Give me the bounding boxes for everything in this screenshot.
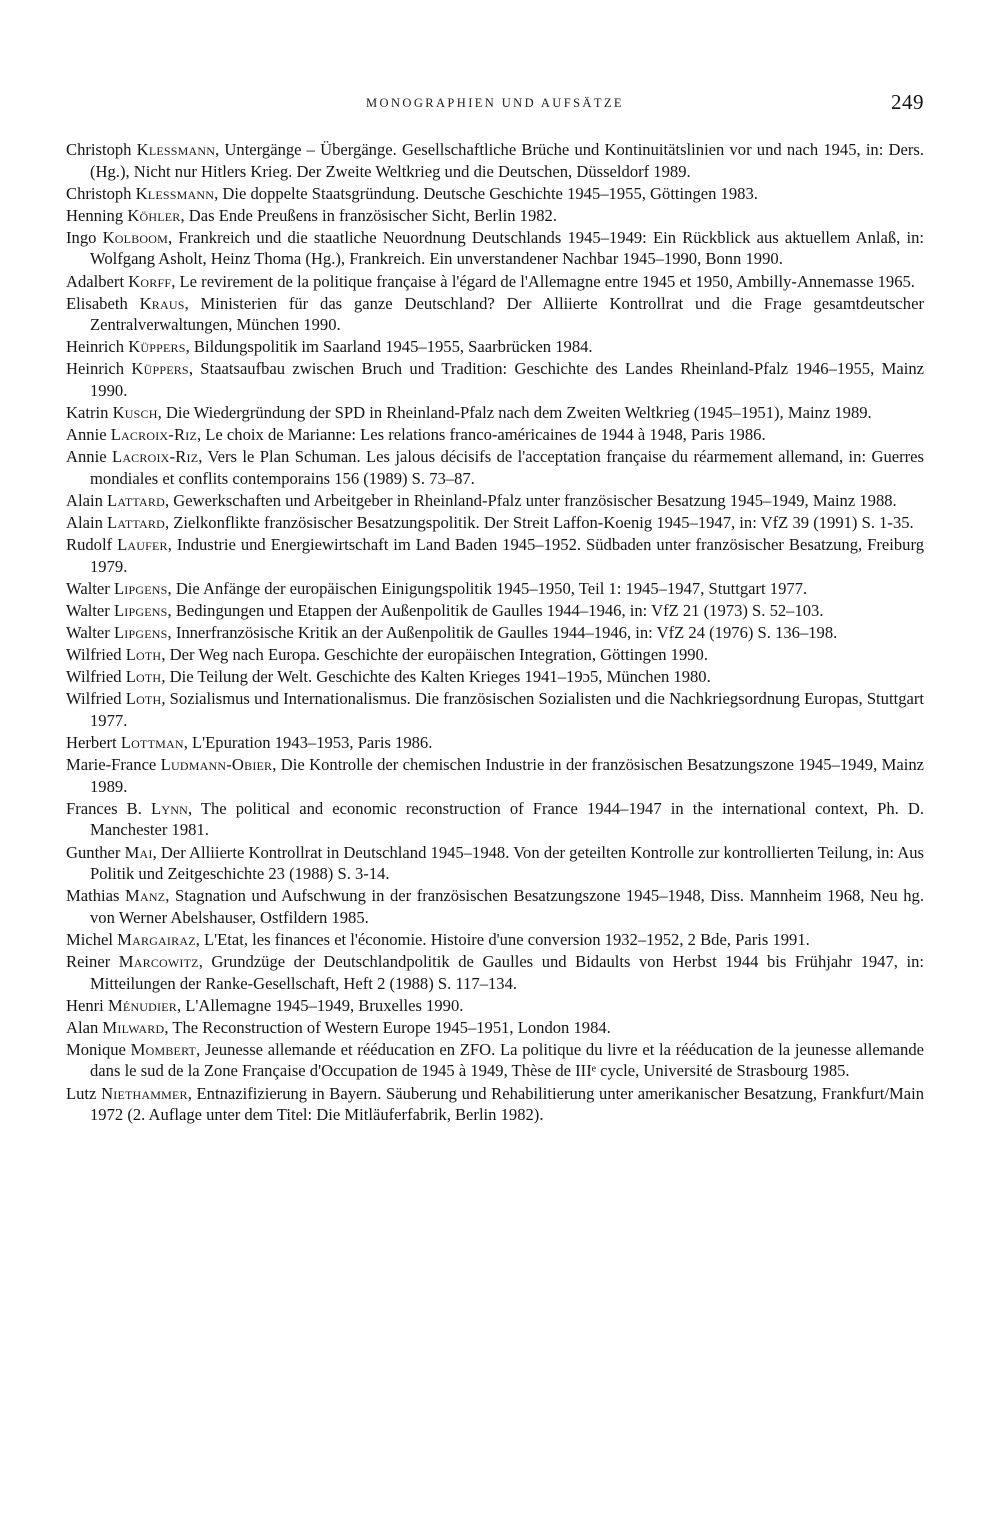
author-surname: Köhler: [127, 205, 181, 225]
bibliography-entry: [66, 666, 924, 688]
citation-text: , Le revirement de la politique française à l'égard de l'Allemagne entre 1945 et 1950, Ambilly-Annemasse 1965.: [171, 271, 915, 291]
author-first-name: Annie: [66, 447, 107, 467]
bibliography-entry: [66, 534, 924, 577]
author-first-name: Henri: [66, 995, 104, 1015]
bibliography-entry: [66, 293, 924, 336]
citation-text: , L'Allemagne 1945–1949, Bruxelles 1990.: [176, 995, 464, 1015]
citation-text: , Frankreich und die staatliche Neuordnung Deutschlands 1945–1949: Ein Rückblick aus aktuellem Anlaß, in: Wolfgang Asholt, Heinz Thoma (Hg.), Frankreich. Ein unverstandener Nachbar 1945–1990, Bonn 1990.: [90, 227, 924, 269]
author-surname: Lacroix-Riz: [111, 447, 199, 467]
author-surname: Lottman: [120, 733, 184, 753]
bibliography-entry: [66, 622, 924, 644]
author-first-name: Wilfried: [66, 667, 122, 687]
author-first-name: Annie: [66, 425, 107, 445]
bibliography-entry: [66, 402, 924, 424]
citation-text: , Stagnation und Aufschwung in der französischen Besatzungszone 1945–1948, Diss. Mannheim 1968, Neu hg. von Werner Abelshauser, Ostfildern 1985.: [90, 886, 924, 927]
author-surname: Kolboom: [102, 227, 168, 247]
author-first-name: Gunther: [66, 842, 121, 862]
author-first-name: Michel: [66, 929, 114, 949]
bibliography-entry: [66, 842, 924, 885]
author-surname: Laufer: [117, 535, 168, 555]
citation-text: , Der Alliierte Kontrollrat in Deutschland 1945–1948. Von der geteilten Kontrolle zur kontrollierten Teilung, in: Aus Politik und Zeitgeschichte 23 (1988) S. 3-14.: [90, 842, 924, 884]
bibliography-entry: [66, 139, 924, 182]
bibliography-entry: [66, 183, 924, 205]
bibliography-entry: [66, 446, 924, 489]
citation-text: , Innerfranzösische Kritik an der Außenpolitik de Gaulles 1944–1946, in: VfZ 24 (1976) S. 136–198.: [167, 623, 838, 643]
citation-text: , Bildungspolitik im Saarland 1945–1955, Saarbrücken 1984.: [185, 337, 593, 357]
author-first-name: Reiner: [66, 951, 111, 971]
author-surname: Mombert: [130, 1039, 197, 1059]
citation-text: , The Reconstruction of Western Europe 1945–1951, London 1984.: [164, 1017, 611, 1037]
citation-text: , Ministerien für das ganze Deutschland? Der Alliierte Kontrollrat und die Frage gesamtdeutscher Zentralverwaltungen, München 1990.: [90, 293, 924, 335]
author-first-name: Katrin: [66, 403, 109, 423]
author-surname: Loth: [125, 667, 162, 687]
author-surname: Lipgens: [113, 600, 168, 620]
bibliography-entry: [66, 512, 924, 534]
running-title: MONOGRAPHIEN UND AUFSÄTZE: [366, 96, 624, 110]
citation-text: , L'Etat, les finances et l'économie. Histoire d'une conversion 1932–1952, 2 Bde, Paris 1991.: [195, 929, 810, 949]
author-first-name: Heinrich: [66, 359, 125, 379]
citation-text: , Jeunesse allemande et rééducation en ZFO. La politique du livre et la rééducation de la jeunesse allemande dans le sud de la Zone Française d'Occupation de 1945 à 1949, Thèse de IIIᵉ cycle, Université de Strasbourg 1985.: [90, 1039, 924, 1081]
bibliography-entry: [66, 490, 924, 512]
citation-text: , The political and economic reconstruction of France 1944–1947 in the international context, Ph. D. Manchester 1981.: [90, 798, 924, 840]
author-first-name: Wilfried: [66, 645, 122, 665]
citation-text: , Sozialismus und Internationalismus. Die französischen Sozialisten und die Nachkriegsordnung Europas, Stuttgart 1977.: [90, 689, 924, 730]
citation-text: , Entnazifizierung in Bayern. Säuberung und Rehabilitierung unter amerikanischer Besatzung, Frankfurt/Main 1972 (2. Auflage unter dem Titel: Die Mitläuferfabrik, Berlin 1982).: [90, 1083, 924, 1125]
bibliography-entry: [66, 995, 924, 1017]
author-surname: Lattard: [107, 491, 165, 510]
author-surname: Kusch: [112, 403, 158, 423]
bibliography-entry: [66, 951, 924, 994]
citation-text: , Staatsaufbau zwischen Bruch und Tradition: Geschichte des Landes Rheinland-Pfalz 1946–1955, Mainz 1990.: [90, 359, 924, 401]
bibliography-entry: [66, 600, 924, 622]
citation-text: , Zielkonflikte französischer Besatzungspolitik. Der Streit Laffon-Koenig 1945–1947, in: VfZ 39 (1991) S. 1-35.: [164, 513, 914, 533]
bibliography-entry: [66, 1083, 924, 1126]
bibliography-entry: [66, 885, 924, 928]
author-first-name: Christoph: [66, 183, 132, 203]
page-number: 249: [891, 90, 924, 114]
citation-text: , Der Weg nach Europa. Geschichte der europäischen Integration, Göttingen 1990.: [161, 645, 708, 665]
citation-text: , Untergänge – Übergänge. Gesellschaftliche Brüche und Kontinuitätslinien vor und nach 1945, in: Ders. (Hg.), Nicht nur Hitlers Krieg. Der Zweite Weltkrieg und die Deutschen, Düsseldorf 1989.: [90, 140, 924, 181]
author-surname: Lacroix-Riz: [110, 425, 197, 445]
author-first-name: Monique: [66, 1039, 126, 1059]
author-surname: Ménudier: [107, 995, 177, 1015]
author-surname: Küppers: [131, 359, 189, 379]
bibliography-entry: [66, 929, 924, 951]
author-first-name: Marie-France: [66, 755, 157, 775]
citation-text: , Bedingungen und Etappen der Außenpolitik de Gaulles 1944–1946, in: VfZ 21 (1973) S. 52–103.: [167, 600, 824, 620]
bibliography-entry: [66, 732, 924, 754]
author-surname: Margairaz: [117, 929, 196, 949]
citation-text: , Die doppelte Staatsgründung. Deutsche Geschichte 1945–1955, Göttingen 1983.: [214, 183, 758, 203]
author-surname: Manz: [125, 886, 166, 906]
citation-text: , Gewerkschaften und Arbeitgeber in Rheinland-Pfalz unter französischer Besatzung 1945–1949, Mainz 1988.: [164, 491, 897, 510]
author-first-name: Elisabeth: [66, 293, 128, 313]
author-first-name: Frances B.: [66, 798, 142, 818]
author-surname: Milward: [102, 1017, 165, 1037]
author-first-name: Wilfried: [66, 689, 122, 709]
author-first-name: Heinrich: [66, 337, 125, 357]
author-surname: Kraus: [139, 293, 185, 313]
bibliography-entry: [66, 227, 924, 270]
author-surname: Lattard: [107, 513, 165, 533]
author-surname: Loth: [125, 645, 162, 665]
author-first-name: Walter: [66, 578, 110, 598]
bibliography-list: [66, 139, 924, 1126]
bibliography-entry: [66, 336, 924, 358]
bibliography-entry: [66, 271, 924, 293]
citation-text: , Die Wiedergründung der SPD in Rheinland-Pfalz nach dem Zweiten Weltkrieg (1945–1951), Mainz 1989.: [157, 403, 872, 423]
bibliography-entry: [66, 205, 924, 227]
running-head: [66, 90, 924, 120]
author-first-name: Ingo: [66, 227, 97, 247]
bibliography-entry: [66, 798, 924, 841]
citation-text: , Die Kontrolle der chemischen Industrie in der französischen Besatzungszone 1945–1949, Mainz 1989.: [90, 755, 924, 796]
citation-text: , Industrie und Energiewirtschaft im Land Baden 1945–1952. Südbaden unter französischer Besatzung, Freiburg 1979.: [90, 535, 924, 576]
citation-text: , Die Teilung der Welt. Geschichte des Kalten Krieges 1941–19ɔ5, München 1980.: [161, 667, 711, 687]
author-surname: Ludmann-Obier: [160, 755, 273, 775]
author-surname: Loth: [125, 689, 162, 709]
citation-text: , Le choix de Marianne: Les relations franco-américaines de 1944 à 1948, Paris 1986.: [196, 425, 766, 445]
citation-text: , L'Epuration 1943–1953, Paris 1986.: [183, 733, 433, 753]
bibliography-entry: [66, 754, 924, 797]
author-first-name: Walter: [66, 623, 110, 643]
author-first-name: Alain: [66, 513, 103, 533]
author-first-name: Lutz: [66, 1083, 97, 1103]
citation-text: , Die Anfänge der europäischen Einigungspolitik 1945–1950, Teil 1: 1945–1947, Stuttgart 1977.: [167, 578, 808, 598]
citation-text: , Vers le Plan Schuman. Les jalous décisifs de l'acceptation française du réarmement allemand, in: Guerres mondiales et conflits contemporains 156 (1989) S. 73–87.: [90, 447, 924, 488]
author-surname: Niethammer: [101, 1083, 188, 1103]
author-first-name: Mathias: [66, 886, 120, 906]
author-first-name: Alain: [66, 491, 103, 510]
author-first-name: Henning: [66, 205, 124, 225]
citation-text: , Grundzüge der Deutschlandpolitik de Gaulles und Bidaults von Herbst 1944 bis Frühjahr 1947, in: Mitteilungen der Ranke-Gesellschaft, Heft 2 (1988) S. 117–134.: [90, 951, 924, 993]
author-first-name: Herbert: [66, 733, 117, 753]
bibliography-entry: [66, 578, 924, 600]
bibliography-entry: [66, 1017, 924, 1039]
author-first-name: Christoph: [66, 140, 132, 159]
author-first-name: Rudolf: [66, 535, 113, 555]
author-surname: Klessmann: [136, 140, 216, 159]
author-surname: Korff: [128, 271, 172, 291]
author-first-name: Adalbert: [66, 271, 125, 291]
author-surname: Lipgens: [113, 578, 168, 598]
author-surname: Mai: [124, 842, 153, 862]
bibliography-entry: [66, 644, 924, 666]
author-surname: Marcowitz: [118, 951, 199, 971]
author-surname: Lipgens: [113, 623, 168, 643]
author-surname: Klessmann: [135, 183, 215, 203]
bibliography-entry: [66, 1039, 924, 1082]
author-surname: Lynn: [151, 798, 188, 818]
author-first-name: Walter: [66, 600, 110, 620]
author-first-name: Alan: [66, 1017, 99, 1037]
bibliography-entry: [66, 358, 924, 401]
author-surname: Küppers: [128, 337, 186, 357]
citation-text: , Das Ende Preußens in französischer Sicht, Berlin 1982.: [180, 205, 558, 225]
bibliography-entry: [66, 424, 924, 446]
bibliography-entry: [66, 688, 924, 731]
